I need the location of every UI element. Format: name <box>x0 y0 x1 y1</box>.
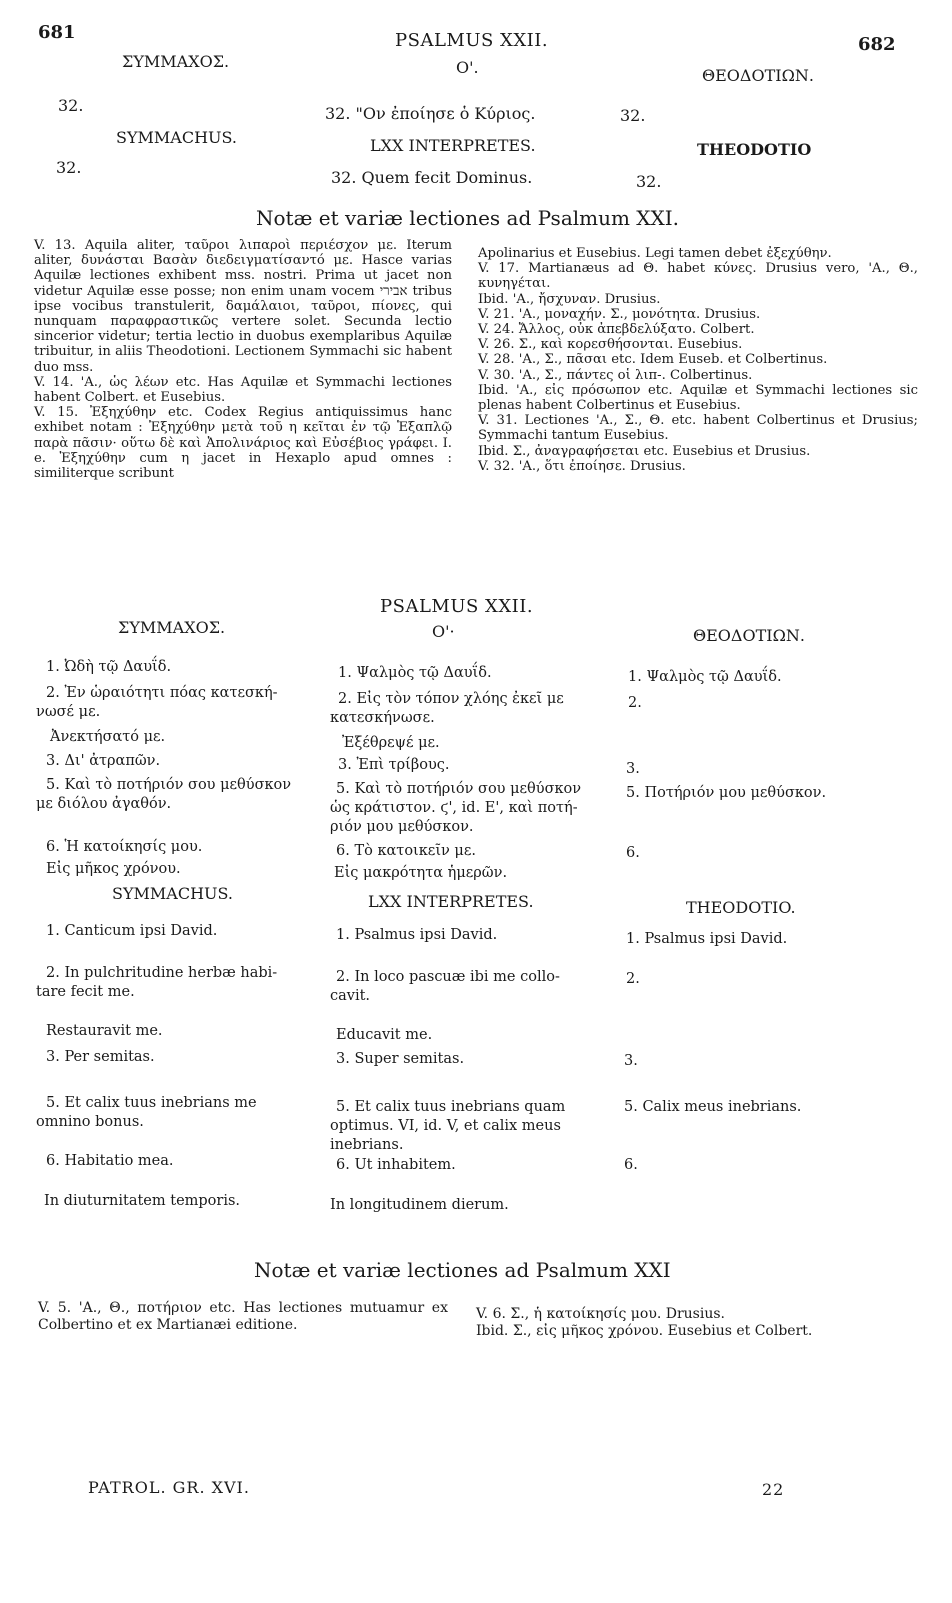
greek-symmachus-line: 6. Ἡ κατοίκησίς μου. <box>46 839 203 855</box>
greek-lxx-line: 1. Ψαλμὸς τῷ Δαυΐδ. <box>338 665 492 681</box>
latin-header-theodotio: THEODOTIO. <box>686 898 796 917</box>
latin-theodotio-line: 5. Calix meus inebrians. <box>624 1099 802 1115</box>
note-paragraph: V. 13. Aquila aliter, ταῦροι λιπαροὶ περιέσχον με. Iterum aliter, δυνάσται Βασὰν διεδειγματίσαντό με. Hasce varias Aquilæ lectiones exhibent mss. nostri. Prima ut jacet non videtur Aquilæ esse posse; non enim unam vocem אבירי tribus ipse vocibus transtulerit, δαμάλαιοι, ταῦροι, πίονες, qui nunquam παραφραστικῶς vertere solet. Secunda lectio sincerior videtur; tertia lectio in duobus exemplaribus Aquilæ tribuitur, in aliis Theodotioni. Lectionem Symmachi sic habent duo mss. <box>34 238 453 375</box>
latin-lxx-line: 1. Psalmus ipsi David. <box>336 927 498 943</box>
notes-1-right-column <box>478 246 918 474</box>
note-paragraph: V. 26. Σ., καὶ κορεσθήσονται. Eusebius. <box>478 337 743 353</box>
greek-lxx-line: ριόν μου μεθύσκον. <box>330 819 474 835</box>
note-paragraph: Ibid. Σ., εἰς μῆκος χρόνου. Eusebius et Colbert. <box>476 1322 813 1339</box>
greek-theodotion-line: 1. Ψαλμὸς τῷ Δαυΐδ. <box>628 669 782 685</box>
greek-theodotion-line: 3. <box>626 761 640 777</box>
note-paragraph: V. 30. 'Α., Σ., πάντες οἱ λιπ-. Colbertinus. <box>478 367 753 383</box>
top-mid-line-2: 32. Quem fecit Dominus. <box>331 168 533 187</box>
header-symmachus-latin: SYMMACHUS. <box>116 128 237 147</box>
greek-lxx-line: 6. Τὸ κατοικεῖν με. <box>336 843 476 859</box>
header-lxx-latin: LXX INTERPRETES. <box>370 136 536 155</box>
latin-lxx-line: optimus. VI, id. V, et calix meus <box>330 1118 561 1134</box>
latin-symmachus-line: In diuturnitatem temporis. <box>44 1193 241 1209</box>
latin-header-lxx: LXX INTERPRETES. <box>368 892 534 911</box>
notes-2-right-column <box>476 1306 916 1339</box>
greek-lxx-line: 3. Ἐπὶ τρίβους. <box>338 757 450 773</box>
header-theodotion-greek: ΘΕΟΔΟΤΙΩΝ. <box>702 66 814 85</box>
psalm-title: PSALMUS XXII. <box>380 596 534 617</box>
greek-theodotion-line: 2. <box>628 695 642 711</box>
latin-lxx-line: 2. In loco pascuæ ibi me collo- <box>336 969 560 985</box>
greek-header-symmachos: ΣΥΜΜΑΧΟΣ. <box>118 618 226 637</box>
notes-heading-2: Notæ et variæ lectiones ad Psalmum XXI <box>254 1258 671 1282</box>
latin-symmachus-line: 3. Per semitas. <box>46 1049 155 1065</box>
latin-theodotio-line: 6. <box>624 1157 638 1173</box>
greek-lxx-line: Ἐξέθρεψέ με. <box>342 735 440 751</box>
notes-1-left-column <box>34 238 452 481</box>
latin-symmachus-line: 5. Et calix tuus inebrians me <box>46 1095 257 1111</box>
latin-lxx-line: Educavit me. <box>336 1027 433 1043</box>
greek-theodotion-line: 5. Ποτήριόν μου μεθύσκον. <box>626 785 827 801</box>
running-title: PSALMUS XXII. <box>395 30 549 51</box>
latin-lxx-line: 3. Super semitas. <box>336 1051 465 1067</box>
top-left-verse-num-1: 32. <box>58 96 84 115</box>
note-paragraph: V. 21. 'Α., μοναχήν. Σ., μονότητα. Drusius. <box>478 306 761 322</box>
greek-symmachus-line: Ἀνεκτήσατό με. <box>50 729 166 745</box>
latin-symmachus-line: 1. Canticum ipsi David. <box>46 923 218 939</box>
header-symmachos-greek: ΣΥΜΜΑΧΟΣ. <box>122 52 230 71</box>
top-left-verse-num-2: 32. <box>56 158 82 177</box>
greek-lxx-line: κατεσκήνωσε. <box>330 710 435 726</box>
greek-header-theodotion: ΘΕΟΔΟΤΙΩΝ. <box>693 626 805 645</box>
greek-symmachus-line: νωσέ με. <box>36 704 101 720</box>
top-mid-line-1: 32. "Ον ἐποίησε ὁ Κύριος. <box>325 104 536 123</box>
latin-theodotio-line: 2. <box>626 971 640 987</box>
greek-lxx-line: ὡς κράτιστον. ϛ', id. Ε', καὶ ποτή- <box>330 800 578 816</box>
note-paragraph: V. 15. Ἐξηχύθην etc. Codex Regius antiquissimus hanc exhibet notam : Ἐξηχύθην μετὰ τοῦ η κεῖται ἐν τῷ Ἑξαπλῷ παρὰ πᾶσιν· οὕτω δὲ καὶ Ἀπολινάριος καὶ Εὐσέβιος γράφει. I. e. Ἐξηχύθην cum η jacet in Hexaplo apud omnes : similiterque scribunt <box>34 405 452 482</box>
header-lxx-greek: Ο'. <box>456 58 479 77</box>
latin-lxx-line: 5. Et calix tuus inebrians quam <box>336 1099 566 1115</box>
top-right-verse-num-2: 32. <box>636 172 662 191</box>
note-paragraph: V. 24. Ἄλλος, οὐκ ἀπεβδελύξατο. Colbert. <box>478 322 755 338</box>
note-paragraph: Ibid. 'Α., ἤσχυναν. Drusius. <box>478 291 661 307</box>
greek-symmachus-line: 2. Ἐν ὡραιότητι πόας κατεσκή- <box>46 685 278 701</box>
latin-header-symmachus: SYMMACHUS. <box>112 884 233 903</box>
greek-symmachus-line: με διόλου ἀγαθόν. <box>36 796 172 812</box>
latin-lxx-line: 6. Ut inhabitem. <box>336 1157 456 1173</box>
notes-2-left-column <box>38 1300 448 1333</box>
right-page-number: 682 <box>858 34 896 55</box>
greek-symmachus-line: Εἰς μῆκος χρόνου. <box>46 861 181 877</box>
note-paragraph: V. 28. 'Α., Σ., πᾶσαι etc. Idem Euseb. et Colbertinus. <box>478 352 828 368</box>
greek-symmachus-line: 3. Δι' ἀτραπῶν. <box>46 753 161 769</box>
greek-symmachus-line: 1. Ὠδὴ τῷ Δαυΐδ. <box>46 659 172 675</box>
greek-lxx-line: Εἰς μακρότητα ἡμερῶν. <box>334 865 508 881</box>
note-paragraph: Ibid. 'Α., εἰς πρόσωπον etc. Aquilæ et Symmachi lectiones sic plenas habent Colbertinus et Eusebius. <box>478 382 918 414</box>
notes-heading-1: Notæ et variæ lectiones ad Psalmum XXI. <box>256 206 680 230</box>
greek-lxx-line: 5. Καὶ τὸ ποτήριόν σου μεθύσκον <box>336 781 582 797</box>
latin-lxx-line: In longitudinem dierum. <box>330 1197 509 1213</box>
latin-symmachus-line: omnino bonus. <box>36 1114 144 1130</box>
footer-gathering-number: 22 <box>762 1480 785 1499</box>
latin-symmachus-line: 6. Habitatio mea. <box>46 1153 174 1169</box>
greek-symmachus-line: 5. Καὶ τὸ ποτήριόν σου μεθύσκον <box>46 777 292 793</box>
note-paragraph: V. 32. 'Α., ὅτι ἐποίησε. Drusius. <box>478 458 686 474</box>
footer-signature: PATROL. GR. XVI. <box>88 1478 250 1497</box>
header-theodotio-latin: THEODOTIO <box>697 140 812 159</box>
latin-symmachus-line: tare fecit me. <box>36 984 135 1000</box>
left-page-number: 681 <box>38 22 76 43</box>
note-paragraph: V. 31. Lectiones 'Α., Σ., Θ. etc. habent Colbertinus et Drusius; Symmachi tantum Eusebius. <box>478 413 918 444</box>
latin-lxx-line: cavit. <box>330 988 371 1004</box>
greek-lxx-line: 2. Εἰς τὸν τόπον χλόης ἐκεῖ με <box>338 691 564 707</box>
greek-header-lxx: Ο'· <box>432 622 455 641</box>
latin-symmachus-line: 2. In pulchritudine herbæ habi- <box>46 965 278 981</box>
greek-theodotion-line: 6. <box>626 845 640 861</box>
note-paragraph: Ibid. Σ., ἀναγραφήσεται etc. Eusebius et Drusius. <box>478 443 811 459</box>
note-paragraph: V. 17. Martianæus ad Θ. habet κύνες. Drusius vero, 'Α., Θ., κυνηγέται. <box>478 261 918 292</box>
latin-theodotio-line: 1. Psalmus ipsi David. <box>626 931 788 947</box>
note-paragraph: V. 6. Σ., ἡ κατοίκησίς μου. Drusius. <box>476 1306 725 1322</box>
latin-symmachus-line: Restauravit me. <box>46 1023 163 1039</box>
latin-theodotio-line: 3. <box>624 1053 638 1069</box>
note-paragraph: V. 5. 'Α., Θ., ποτήριον etc. Has lectiones mutuamur ex Colbertino et ex Martianæi editione. <box>38 1300 448 1333</box>
note-paragraph: Apolinarius et Eusebius. Legi tamen debet ἐξεχύθην. <box>478 246 832 261</box>
latin-lxx-line: inebrians. <box>330 1137 404 1153</box>
top-right-verse-num-1: 32. <box>620 106 646 125</box>
note-paragraph: V. 14. 'Α., ὡς λέων etc. Has Aquilæ et Symmachi lectiones habent Colbert. et Eusebius. <box>34 374 452 406</box>
